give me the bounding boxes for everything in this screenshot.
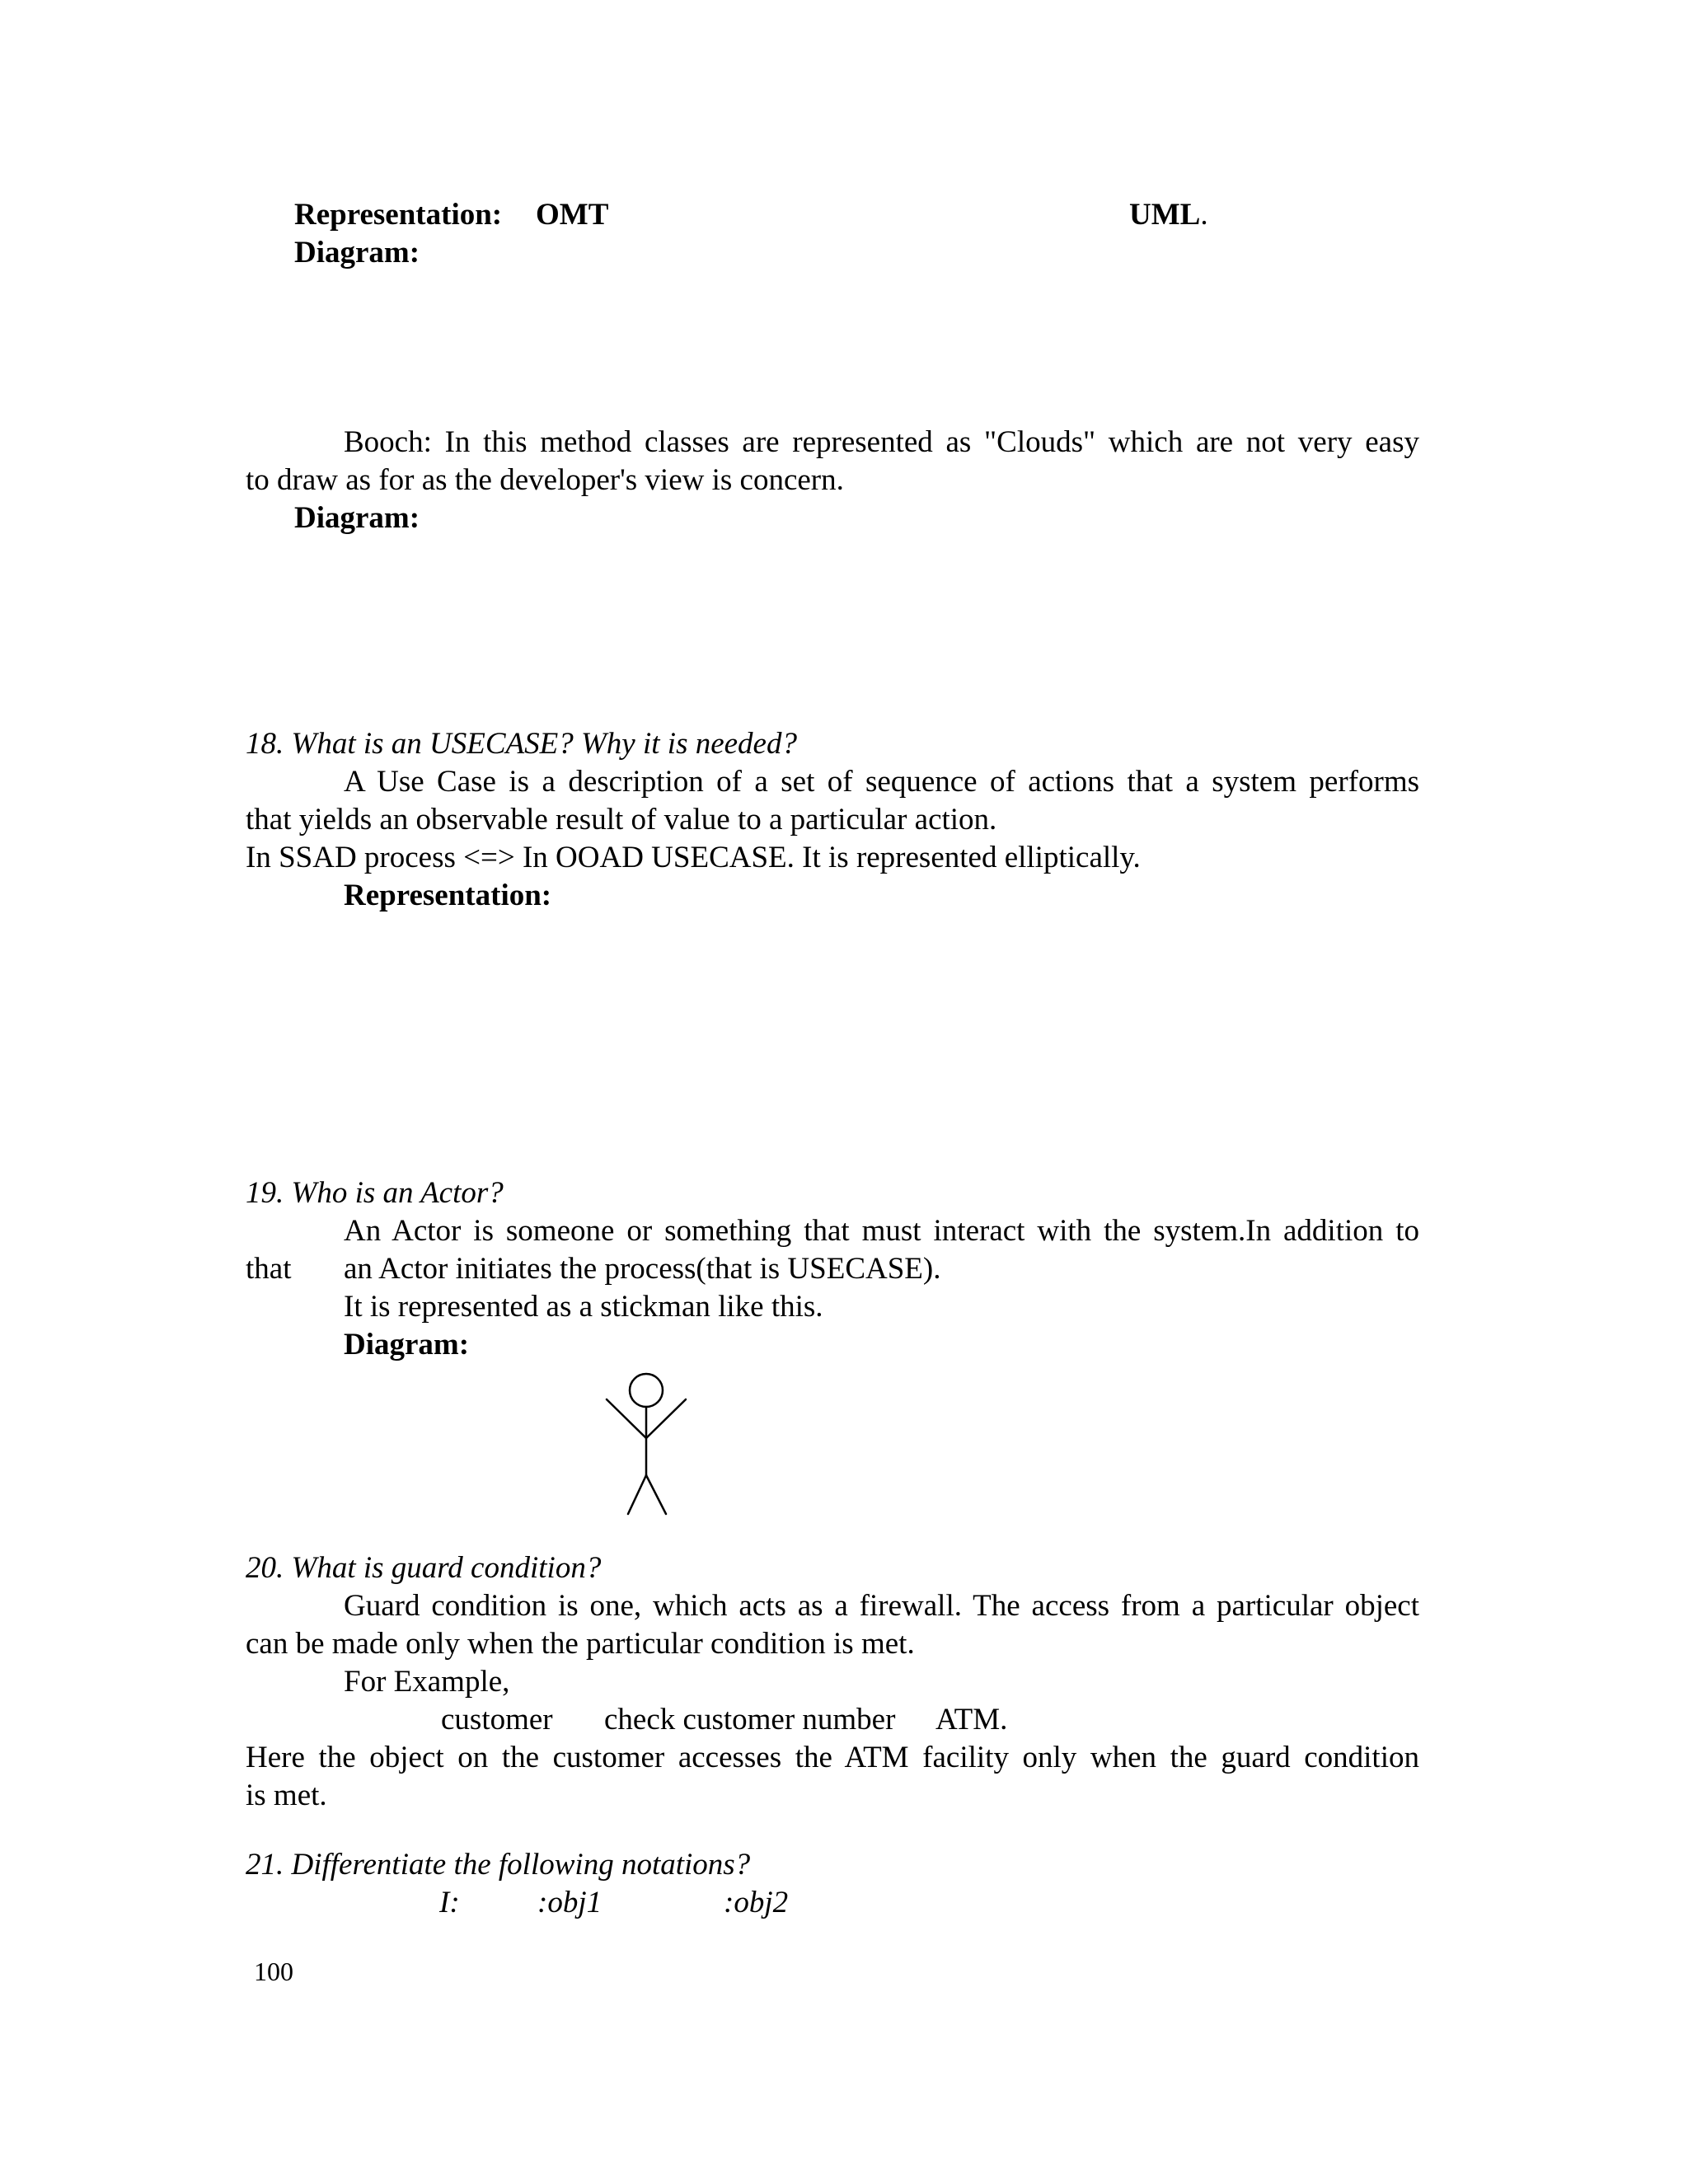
q20-example-atm: ATM.: [935, 1703, 1008, 1736]
q18-line-1: A Use Case is a description of a set of sequence of actions that a system performs: [344, 765, 1419, 799]
q19-line-1: An Actor is someone or something that must interact with the system.In addition to: [344, 1214, 1419, 1248]
q19-diagram-label: Diagram:: [344, 1328, 470, 1361]
uml-label-line: [1129, 196, 1208, 234]
q18-heading: 18. What is an USECASE? Why it is needed?: [246, 727, 797, 761]
q21-notation-i: I:: [439, 1886, 460, 1919]
q20-line-5: is met.: [246, 1779, 327, 1812]
q18-line-2: that yields an observable result of value to a particular action.: [246, 803, 997, 837]
q21-notation-obj1: :obj1: [537, 1886, 603, 1919]
q19-line-3: It is represented as a stickman like this.: [344, 1290, 823, 1324]
q18-line-3: In SSAD process <=> In OOAD USECASE. It is represented elliptically.: [246, 841, 1141, 874]
q19-line-2-rest: an Actor initiates the process(that is USECASE).: [344, 1252, 941, 1286]
q19-heading: 19. Who is an Actor?: [246, 1176, 504, 1210]
stickman-right-leg: [646, 1475, 666, 1514]
q20-line-4: Here the object on the customer accesses the ATM facility only when the guard condition: [246, 1741, 1419, 1774]
q20-example-customer: customer: [441, 1703, 553, 1736]
q21-heading: 21. Differentiate the following notations?: [246, 1848, 751, 1882]
q20-line-1: Guard condition is one, which acts as a firewall. The access from a particular object: [344, 1589, 1419, 1623]
q20-line-3: For Example,: [344, 1665, 510, 1699]
q19-line-2-that: that: [246, 1252, 292, 1286]
omt-diagram-label: Diagram:: [294, 236, 420, 269]
booch-line-1: Booch: In this method classes are represented as "Clouds" which are not very easy: [344, 425, 1419, 459]
uml-period: .: [1200, 198, 1208, 232]
q20-line-2: can be made only when the particular condition is met.: [246, 1627, 915, 1661]
page-number: 100: [254, 1957, 293, 1986]
q20-example-check: check customer number: [604, 1703, 896, 1736]
booch-diagram-label: Diagram:: [294, 501, 420, 535]
stickman-head: [630, 1374, 663, 1407]
booch-line-2: to draw as for as the developer's view is concern.: [246, 463, 844, 497]
stickman-actor-icon: [602, 1372, 692, 1525]
q20-heading: 20. What is guard condition?: [246, 1551, 602, 1585]
q18-representation-label: Representation:: [344, 879, 552, 912]
omt-representation-label: Representation:: [294, 198, 503, 232]
stickman-left-leg: [628, 1475, 646, 1514]
omt-label: OMT: [536, 198, 609, 232]
q21-notation-obj2: :obj2: [724, 1886, 789, 1919]
uml-label: UML: [1129, 198, 1201, 232]
